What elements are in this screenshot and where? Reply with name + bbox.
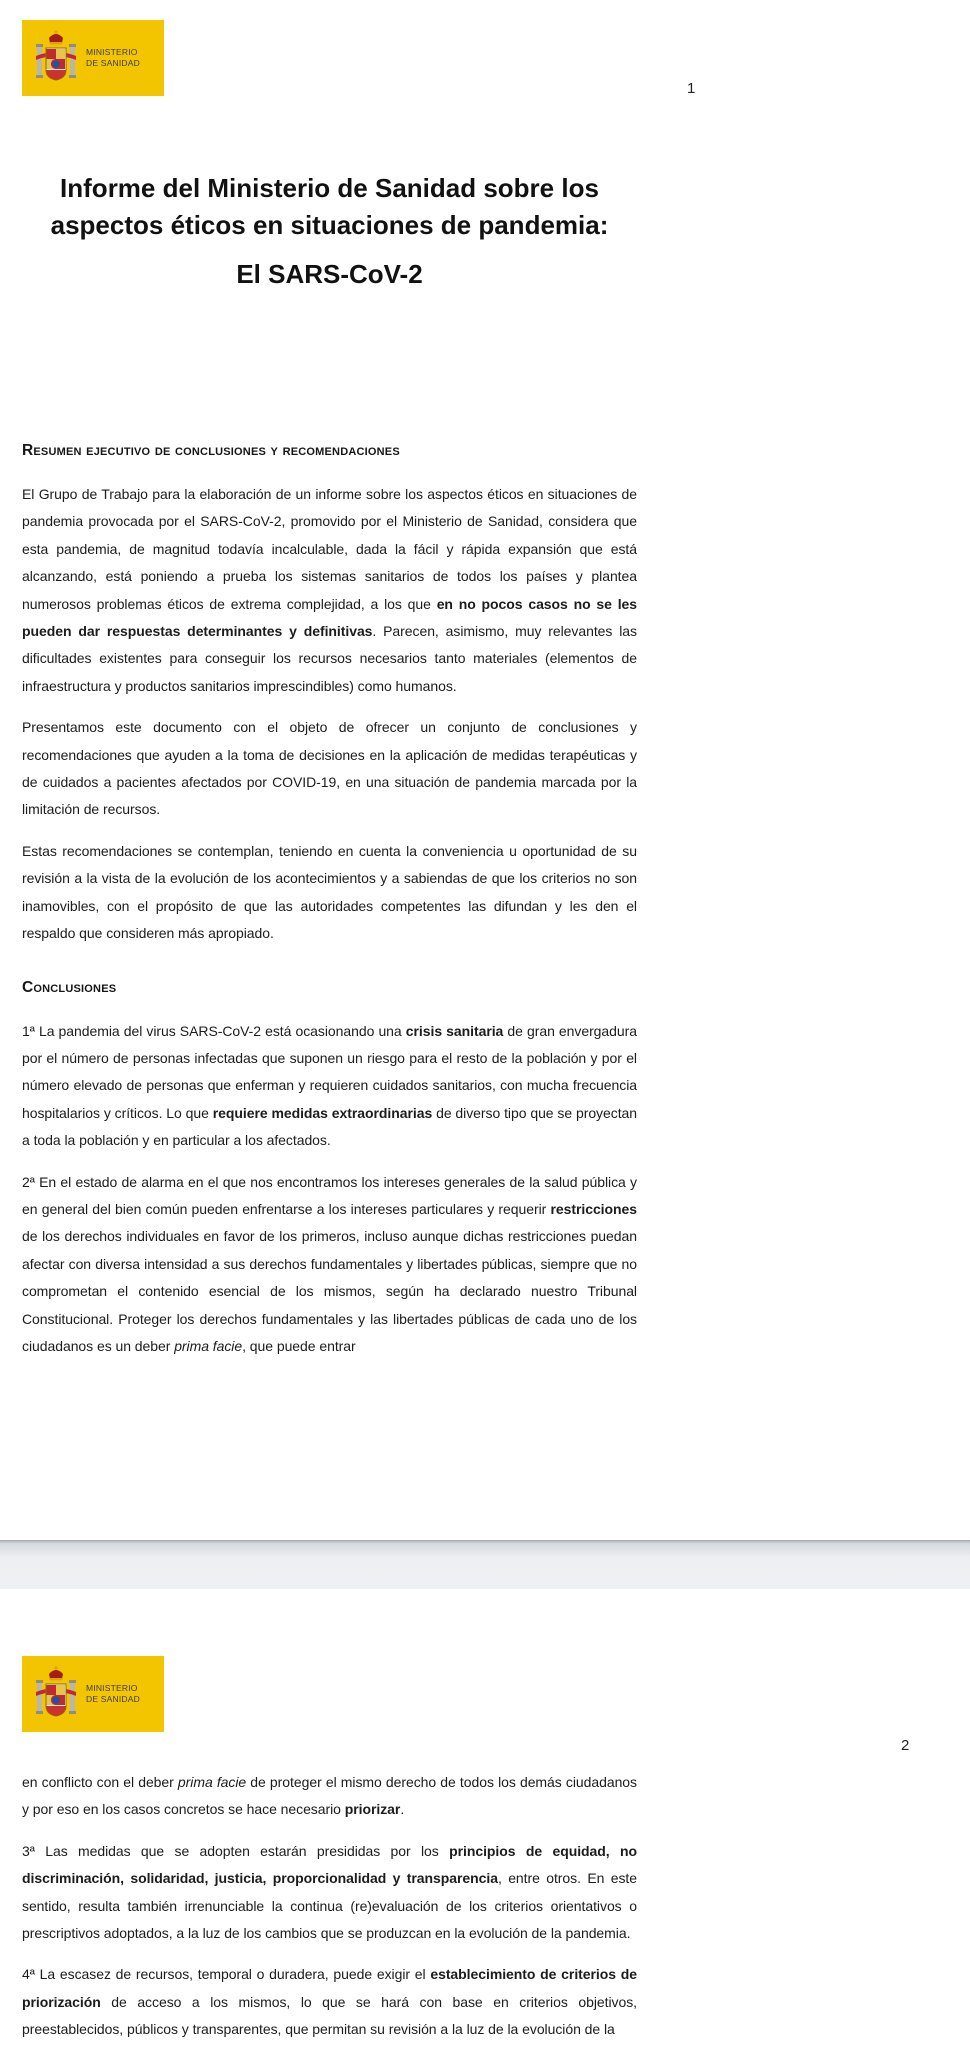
paragraph [22, 714, 637, 824]
section-heading: Conclusiones [22, 978, 117, 996]
paragraph [22, 1838, 637, 1948]
ministry-logo [22, 20, 164, 96]
page-number: 2 [901, 1737, 910, 1754]
paragraph [22, 1169, 637, 1361]
spain-coat-of-arms-icon [34, 1664, 78, 1724]
text-segment: prima facie [174, 1337, 243, 1354]
paragraph [22, 481, 637, 700]
text-segment: de los derechos individuales en favor de los primeros, incluso aunque dichas restricciones puedan afectar con diversa intensidad a sus derechos fundamentales y libertades públicas, siempre que no comprometan el contenido esencial de los mismos, según ha declarado nuestro Tribunal Constitucional. Proteger los derechos fundamentales y las libertades públicas de cada uno de los ciudadanos es un deber [22, 1228, 637, 1354]
text-segment: restricciones [550, 1200, 637, 1217]
text-segment: El Grupo de Trabajo para la elaboración de un informe sobre los aspectos éticos en situaciones de pandemia provocada por el SARS-CoV-2, promovido por el Ministerio de Sanidad, considera que esta pandemia, de magnitud todavía incalculable, dada la fácil y rápida expansión que está alcanzando, está poniendo a prueba los sistemas sanitarios de todos los países y plantea numerosos problemas éticos de extrema complejidad, a los que [22, 486, 637, 612]
page-1-content [22, 441, 637, 1360]
text-segment: de acceso a los mismos, lo que se hará con base en criterios objetivos, preestablecidos, públicos y transparentes, que permitan su revisión a la luz de la evolución de la [22, 1993, 637, 2038]
ministry-name-line1: MINISTERIO [86, 47, 138, 57]
text-segment: crisis sanitaria [405, 1022, 504, 1039]
paragraph [22, 838, 637, 948]
text-segment: . [400, 1801, 405, 1818]
paragraph [22, 1018, 637, 1155]
text-segment: priorizar [344, 1801, 401, 1818]
text-segment: , entre otros. En este sentido, resulta también irrenunciable la continua (re)evaluación de los criterios orientativos o prescriptivos adoptados, a la luz de los cambios que se produzcan en la evolución de la pandemia. [22, 1870, 638, 1942]
ministry-logo [22, 1656, 164, 1732]
page-2-content [22, 1769, 637, 2044]
text-segment: 2ª En el estado de alarma en el que nos encontramos los intereses generales de la salud pública y en general del bien común pueden enfrentarse a los intereses particulares y requerir [22, 1173, 637, 1217]
text-segment: , que puede entrar [242, 1337, 356, 1354]
text-segment: 4ª La escasez de recursos, temporal o duradera, puede exigir el [22, 1966, 431, 1983]
section-heading: Resumen ejecutivo de conclusiones y recomendaciones [22, 442, 400, 459]
document-subtitle: El SARS-CoV-2 [236, 259, 423, 289]
text-segment: de gran envergadura por el número de personas infectadas que suponen un riesgo para el resto de la población y por el número elevado de personas que enferman y requieren cuidados sanitarios, con mucha frecuencia hospitalarios y críticos. Lo que [22, 1022, 637, 1121]
paragraph [22, 1961, 637, 2043]
ministry-name-line2: DE SANIDAD [86, 58, 140, 68]
text-segment: en no pocos casos no se les pueden dar respuestas determinantes y definitivas [22, 595, 638, 640]
text-segment: en conflicto con el deber [22, 1774, 178, 1790]
ministry-logo-text [86, 47, 140, 69]
page-break-divider [0, 1540, 970, 1589]
spain-coat-of-arms-icon [34, 28, 78, 88]
text-segment: 3ª Las medidas que se adopten estarán presididas por los [22, 1842, 450, 1859]
text-segment: de diverso tipo que se proyectan a toda la población y en particular a los afectados. [22, 1104, 638, 1149]
paragraph [22, 1769, 637, 1824]
text-segment: principios de equidad, no discriminación, solidaridad, justicia, proporcionalidad y transparencia [22, 1842, 637, 1887]
page-2 [0, 1589, 970, 2044]
text-segment: de proteger el mismo derecho de todos los demás ciudadanos y por eso en los casos concretos se hace necesario [22, 1774, 637, 1818]
document-title [22, 170, 637, 244]
ministry-name-line2: DE SANIDAD [86, 1694, 140, 1704]
ministry-logo-text [86, 1683, 140, 1705]
ministry-name-line1: MINISTERIO [86, 1683, 138, 1693]
text-segment: 1ª La pandemia del virus SARS-CoV-2 está ocasionando una [22, 1022, 406, 1039]
text-segment: Presentamos este documento con el objeto de ofrecer un conjunto de conclusiones y recomendaciones que ayuden a la toma de decisiones en la aplicación de medidas terapéuticas y de cuidados a pacientes afectados por COVID-19, en una situación de pandemia marcada por la limitación de recursos. [22, 719, 637, 818]
text-segment: Estas recomendaciones se contemplan, teniendo en cuenta la conveniencia u oportunidad de su revisión a la vista de la evolución de los acontecimientos y a sabiendas de que los criterios no son inamovibles, con el propósito de que las autoridades competentes las difundan y les den el respaldo que consideren más apropiado. [22, 842, 637, 942]
text-segment: requiere medidas extraordinarias [212, 1104, 433, 1121]
text-segment: . Parecen, asimismo, muy relevantes las dificultades existentes para conseguir los recursos necesarios tanto materiales (elementos de infraestructura y productos sanitarios imprescindibles) como humanos. [22, 623, 637, 694]
title-line-2: aspectos éticos en situaciones de pandemia: [50, 210, 609, 240]
text-segment: establecimiento de criterios de priorización [22, 1966, 637, 2010]
page-number: 1 [687, 80, 696, 97]
text-segment: prima facie [177, 1774, 247, 1790]
title-line-1: Informe del Ministerio de Sanidad sobre los [60, 173, 599, 203]
